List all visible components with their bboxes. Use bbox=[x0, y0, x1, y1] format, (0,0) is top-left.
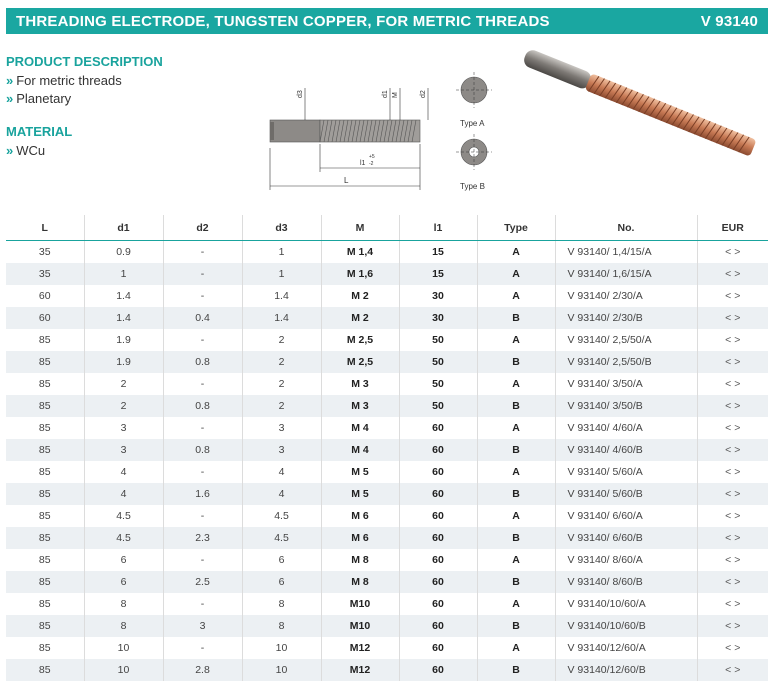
cell-type: A bbox=[477, 505, 555, 527]
table-row bbox=[6, 659, 768, 681]
cell-eur[interactable]: < > bbox=[697, 307, 768, 329]
chevron-right-icon: » bbox=[6, 143, 14, 158]
cell-m: M 2 bbox=[321, 285, 399, 307]
label-d3: d3 bbox=[297, 90, 304, 98]
col-header-l: L bbox=[6, 216, 84, 241]
material-title: MATERIAL bbox=[6, 124, 73, 139]
cell-type: B bbox=[477, 571, 555, 593]
cell-d1: 1.4 bbox=[84, 285, 163, 307]
label-l: L bbox=[344, 176, 349, 185]
table-row bbox=[6, 373, 768, 395]
cell-eur[interactable]: < > bbox=[697, 571, 768, 593]
cell-m: M 8 bbox=[321, 571, 399, 593]
table-row bbox=[6, 263, 768, 285]
product-table bbox=[6, 215, 768, 681]
cell-type: A bbox=[477, 461, 555, 483]
cell-d3: 4 bbox=[242, 483, 321, 505]
table-header-row bbox=[6, 216, 768, 241]
cell-no: V 93140/12/60/A bbox=[555, 637, 697, 659]
cell-l1: 60 bbox=[399, 505, 477, 527]
cell-no: V 93140/ 1,6/15/A bbox=[555, 263, 697, 285]
chevron-right-icon: » bbox=[6, 91, 14, 106]
col-header-no: No. bbox=[555, 216, 697, 241]
cell-eur[interactable]: < > bbox=[697, 439, 768, 461]
cell-l: 85 bbox=[6, 483, 84, 505]
cell-d3: 1.4 bbox=[242, 307, 321, 329]
cell-no: V 93140/ 5/60/A bbox=[555, 461, 697, 483]
cell-d1: 10 bbox=[84, 637, 163, 659]
cell-d3: 6 bbox=[242, 571, 321, 593]
cell-no: V 93140/ 2,5/50/A bbox=[555, 329, 697, 351]
label-d1: d1 bbox=[382, 90, 389, 98]
cell-type: A bbox=[477, 241, 555, 264]
cell-m: M10 bbox=[321, 615, 399, 637]
col-header-m: M bbox=[321, 216, 399, 241]
cell-l: 85 bbox=[6, 593, 84, 615]
cell-l: 35 bbox=[6, 241, 84, 264]
cell-l1: 60 bbox=[399, 637, 477, 659]
cell-m: M 4 bbox=[321, 439, 399, 461]
cell-l1: 60 bbox=[399, 659, 477, 681]
cell-m: M12 bbox=[321, 659, 399, 681]
cell-eur[interactable]: < > bbox=[697, 527, 768, 549]
cell-no: V 93140/ 4/60/A bbox=[555, 417, 697, 439]
cell-l: 60 bbox=[6, 307, 84, 329]
col-header-d2: d2 bbox=[163, 216, 242, 241]
table-row bbox=[6, 549, 768, 571]
cell-m: M 1,6 bbox=[321, 263, 399, 285]
table-row bbox=[6, 571, 768, 593]
cell-d2: 1.6 bbox=[163, 483, 242, 505]
cell-no: V 93140/ 6/60/A bbox=[555, 505, 697, 527]
cell-l1: 60 bbox=[399, 461, 477, 483]
col-header-d1: d1 bbox=[84, 216, 163, 241]
electrode-shank bbox=[270, 120, 320, 142]
technical-drawing bbox=[260, 68, 500, 198]
cell-l: 85 bbox=[6, 549, 84, 571]
cell-d2: - bbox=[163, 263, 242, 285]
table-row bbox=[6, 329, 768, 351]
cell-l1: 50 bbox=[399, 373, 477, 395]
col-header-d3: d3 bbox=[242, 216, 321, 241]
cell-d2: 0.8 bbox=[163, 395, 242, 417]
cell-d2: 2.8 bbox=[163, 659, 242, 681]
cell-l1: 30 bbox=[399, 285, 477, 307]
cell-type: A bbox=[477, 285, 555, 307]
cell-d2: 0.4 bbox=[163, 307, 242, 329]
cell-eur[interactable]: < > bbox=[697, 461, 768, 483]
cell-eur[interactable]: < > bbox=[697, 593, 768, 615]
cell-d1: 8 bbox=[84, 593, 163, 615]
photo-thread bbox=[585, 73, 757, 156]
cell-type: B bbox=[477, 527, 555, 549]
table-row bbox=[6, 417, 768, 439]
cell-type: B bbox=[477, 439, 555, 461]
cell-m: M 2 bbox=[321, 307, 399, 329]
cell-d3: 3 bbox=[242, 417, 321, 439]
cell-d2: - bbox=[163, 241, 242, 264]
cell-d3: 4 bbox=[242, 461, 321, 483]
cell-eur[interactable]: < > bbox=[697, 615, 768, 637]
cell-d1: 6 bbox=[84, 549, 163, 571]
cell-d3: 2 bbox=[242, 373, 321, 395]
cell-eur[interactable]: < > bbox=[697, 241, 768, 264]
label-m: M bbox=[392, 92, 399, 98]
cell-d1: 2 bbox=[84, 373, 163, 395]
cell-l1: 60 bbox=[399, 527, 477, 549]
cell-no: V 93140/ 4/60/B bbox=[555, 439, 697, 461]
cell-l: 85 bbox=[6, 417, 84, 439]
cell-d1: 1.4 bbox=[84, 307, 163, 329]
cell-eur[interactable]: < > bbox=[697, 549, 768, 571]
cell-eur[interactable]: < > bbox=[697, 483, 768, 505]
cell-no: V 93140/ 3/50/B bbox=[555, 395, 697, 417]
cell-d3: 1 bbox=[242, 241, 321, 264]
cell-d3: 6 bbox=[242, 549, 321, 571]
cell-d1: 2 bbox=[84, 395, 163, 417]
cell-l: 85 bbox=[6, 351, 84, 373]
product-photo bbox=[512, 48, 770, 158]
cell-no: V 93140/12/60/B bbox=[555, 659, 697, 681]
cell-l: 85 bbox=[6, 329, 84, 351]
cell-d3: 8 bbox=[242, 615, 321, 637]
cell-type: B bbox=[477, 615, 555, 637]
cell-eur[interactable]: < > bbox=[697, 395, 768, 417]
cell-l1: 60 bbox=[399, 549, 477, 571]
cell-d3: 2 bbox=[242, 351, 321, 373]
table-row bbox=[6, 637, 768, 659]
cell-d3: 4.5 bbox=[242, 505, 321, 527]
cell-m: M 3 bbox=[321, 395, 399, 417]
cell-l: 85 bbox=[6, 527, 84, 549]
cell-d3: 2 bbox=[242, 329, 321, 351]
cell-d2: - bbox=[163, 285, 242, 307]
cell-eur[interactable]: < > bbox=[697, 285, 768, 307]
table-row bbox=[6, 527, 768, 549]
cell-type: A bbox=[477, 417, 555, 439]
cell-l: 85 bbox=[6, 395, 84, 417]
cell-m: M10 bbox=[321, 593, 399, 615]
cell-l: 85 bbox=[6, 615, 84, 637]
cell-m: M 5 bbox=[321, 461, 399, 483]
table-row bbox=[6, 505, 768, 527]
cell-eur[interactable]: < > bbox=[697, 637, 768, 659]
cell-l: 85 bbox=[6, 439, 84, 461]
cell-l: 85 bbox=[6, 461, 84, 483]
cell-l1: 60 bbox=[399, 439, 477, 461]
cell-d2: - bbox=[163, 461, 242, 483]
cell-eur[interactable]: < > bbox=[697, 263, 768, 285]
cell-d1: 4.5 bbox=[84, 505, 163, 527]
cell-d3: 1 bbox=[242, 263, 321, 285]
cell-type: A bbox=[477, 263, 555, 285]
cell-d1: 3 bbox=[84, 417, 163, 439]
cell-d1: 3 bbox=[84, 439, 163, 461]
cell-type: A bbox=[477, 593, 555, 615]
cell-d3: 10 bbox=[242, 659, 321, 681]
cell-eur[interactable]: < > bbox=[697, 351, 768, 373]
cell-d1: 8 bbox=[84, 615, 163, 637]
cell-type: B bbox=[477, 483, 555, 505]
table-row bbox=[6, 307, 768, 329]
type-b-label: Type B bbox=[460, 182, 485, 191]
cell-l: 85 bbox=[6, 571, 84, 593]
cell-l1: 50 bbox=[399, 351, 477, 373]
cell-m: M 6 bbox=[321, 527, 399, 549]
cell-l1: 60 bbox=[399, 593, 477, 615]
cell-d2: 0.8 bbox=[163, 439, 242, 461]
cell-m: M 3 bbox=[321, 373, 399, 395]
cell-type: A bbox=[477, 637, 555, 659]
cell-l1: 15 bbox=[399, 241, 477, 264]
cell-d1: 0.9 bbox=[84, 241, 163, 264]
description-item: » For metric threads bbox=[6, 73, 122, 88]
table-row bbox=[6, 461, 768, 483]
shank-end bbox=[270, 122, 274, 140]
cell-l1: 30 bbox=[399, 307, 477, 329]
cell-l: 85 bbox=[6, 637, 84, 659]
cell-d2: - bbox=[163, 373, 242, 395]
table-row bbox=[6, 439, 768, 461]
cell-d2: 2.5 bbox=[163, 571, 242, 593]
cell-l: 60 bbox=[6, 285, 84, 307]
cell-type: B bbox=[477, 395, 555, 417]
cell-l1: 60 bbox=[399, 571, 477, 593]
photo-shank bbox=[522, 48, 594, 91]
cell-type: B bbox=[477, 307, 555, 329]
cell-no: V 93140/ 3/50/A bbox=[555, 373, 697, 395]
cell-l1: 15 bbox=[399, 263, 477, 285]
cell-no: V 93140/ 2/30/B bbox=[555, 307, 697, 329]
cell-d2: - bbox=[163, 549, 242, 571]
cell-no: V 93140/ 5/60/B bbox=[555, 483, 697, 505]
cell-eur[interactable]: < > bbox=[697, 505, 768, 527]
cell-d2: - bbox=[163, 329, 242, 351]
cell-type: B bbox=[477, 351, 555, 373]
col-header-eur: EUR bbox=[697, 216, 768, 241]
cell-l1: 60 bbox=[399, 417, 477, 439]
product-code: V 93140 bbox=[700, 12, 758, 30]
cell-d2: 3 bbox=[163, 615, 242, 637]
cell-d3: 3 bbox=[242, 439, 321, 461]
cell-m: M 5 bbox=[321, 483, 399, 505]
page-header bbox=[6, 8, 768, 34]
cell-l1: 60 bbox=[399, 615, 477, 637]
cell-d1: 1.9 bbox=[84, 329, 163, 351]
cell-no: V 93140/ 8/60/B bbox=[555, 571, 697, 593]
cell-l1: 50 bbox=[399, 395, 477, 417]
cell-d1: 1 bbox=[84, 263, 163, 285]
cell-d3: 4.5 bbox=[242, 527, 321, 549]
cell-l: 85 bbox=[6, 373, 84, 395]
cell-d1: 4.5 bbox=[84, 527, 163, 549]
cell-d2: 0.8 bbox=[163, 351, 242, 373]
label-l1-tol-top: +5 bbox=[369, 154, 375, 160]
cell-no: V 93140/10/60/A bbox=[555, 593, 697, 615]
product-description-title: PRODUCT DESCRIPTION bbox=[6, 54, 163, 69]
description-item: » Planetary bbox=[6, 91, 72, 106]
cell-eur[interactable]: < > bbox=[697, 417, 768, 439]
cell-d2: 2.3 bbox=[163, 527, 242, 549]
cell-l1: 50 bbox=[399, 329, 477, 351]
cell-type: A bbox=[477, 329, 555, 351]
cell-m: M 4 bbox=[321, 417, 399, 439]
cell-l: 85 bbox=[6, 659, 84, 681]
table-row bbox=[6, 593, 768, 615]
table-row bbox=[6, 285, 768, 307]
cell-d1: 6 bbox=[84, 571, 163, 593]
cell-d3: 2 bbox=[242, 395, 321, 417]
cell-no: V 93140/ 2/30/A bbox=[555, 285, 697, 307]
cell-d3: 8 bbox=[242, 593, 321, 615]
cell-d1: 1.9 bbox=[84, 351, 163, 373]
material-item: » WCu bbox=[6, 143, 46, 158]
cell-d2: - bbox=[163, 505, 242, 527]
cell-type: A bbox=[477, 549, 555, 571]
cell-d1: 4 bbox=[84, 461, 163, 483]
table-row bbox=[6, 395, 768, 417]
cell-d2: - bbox=[163, 593, 242, 615]
table-row bbox=[6, 241, 768, 264]
type-a-label: Type A bbox=[460, 119, 485, 128]
cell-no: V 93140/10/60/B bbox=[555, 615, 697, 637]
cell-eur[interactable]: < > bbox=[697, 373, 768, 395]
cell-eur[interactable]: < > bbox=[697, 329, 768, 351]
cell-d2: - bbox=[163, 637, 242, 659]
cell-m: M 2,5 bbox=[321, 351, 399, 373]
cell-no: V 93140/ 6/60/B bbox=[555, 527, 697, 549]
cell-eur[interactable]: < > bbox=[697, 659, 768, 681]
col-header-l1: l1 bbox=[399, 216, 477, 241]
label-l1-tol-bottom: -2 bbox=[369, 161, 374, 167]
cell-d3: 1.4 bbox=[242, 285, 321, 307]
cell-m: M 1,4 bbox=[321, 241, 399, 264]
cell-no: V 93140/ 2,5/50/B bbox=[555, 351, 697, 373]
cell-type: B bbox=[477, 659, 555, 681]
cell-d1: 10 bbox=[84, 659, 163, 681]
cell-type: A bbox=[477, 373, 555, 395]
cell-d3: 10 bbox=[242, 637, 321, 659]
cell-m: M12 bbox=[321, 637, 399, 659]
cell-m: M 8 bbox=[321, 549, 399, 571]
cell-d2: - bbox=[163, 417, 242, 439]
cell-m: M 6 bbox=[321, 505, 399, 527]
cell-no: V 93140/ 8/60/A bbox=[555, 549, 697, 571]
table-row bbox=[6, 351, 768, 373]
cell-d1: 4 bbox=[84, 483, 163, 505]
table-row bbox=[6, 615, 768, 637]
label-d2: d2 bbox=[420, 90, 427, 98]
chevron-right-icon: » bbox=[6, 73, 14, 88]
cell-l: 35 bbox=[6, 263, 84, 285]
cell-l1: 60 bbox=[399, 483, 477, 505]
cell-no: V 93140/ 1,4/15/A bbox=[555, 241, 697, 264]
cell-m: M 2,5 bbox=[321, 329, 399, 351]
col-header-type: Type bbox=[477, 216, 555, 241]
table-row bbox=[6, 483, 768, 505]
page-title: THREADING ELECTRODE, TUNGSTEN COPPER, FOR METRIC THREADS bbox=[16, 12, 550, 30]
label-l1: l1 bbox=[360, 160, 366, 167]
cell-l: 85 bbox=[6, 505, 84, 527]
